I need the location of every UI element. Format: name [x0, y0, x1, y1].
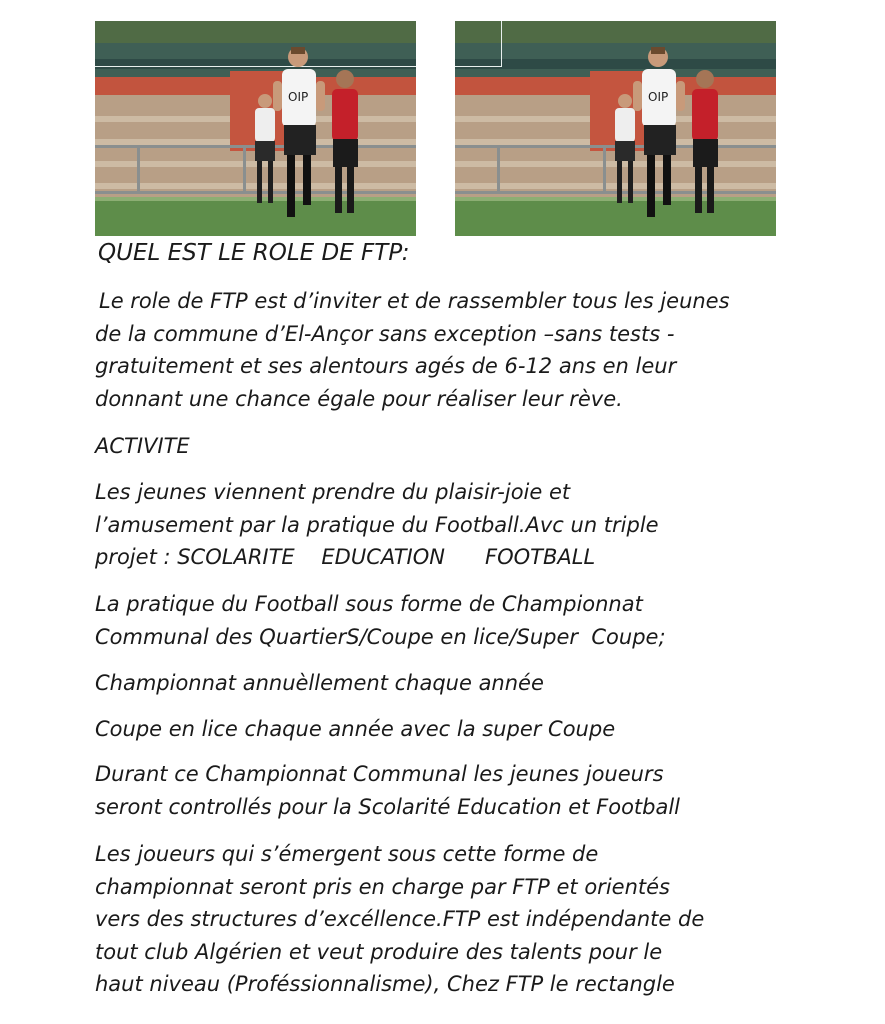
intro-line: de la commune d’El-Ançor sans exception –sans tests -	[95, 321, 675, 346]
football-photo-right	[455, 21, 776, 236]
activite-line: projet : SCOLARITE EDUCATION FOOTBALL	[95, 545, 596, 569]
joueurs-line: Les joueurs qui s’émergent sous cette forme de	[95, 842, 599, 866]
football-photo-left	[95, 21, 416, 236]
jersey-text: OIP	[648, 90, 669, 104]
intro-paragraph	[95, 285, 795, 415]
joueurs-line: tout club Algérien et veut produire des talents pour le	[95, 939, 663, 964]
jersey-text: OIP	[288, 90, 309, 104]
intro-line: Le role de FTP est d’inviter et de rassembler tous les jeunes	[99, 289, 730, 313]
durant-paragraph	[95, 758, 795, 823]
coupe-line: Coupe en lice chaque année avec la super Coupe	[95, 717, 616, 741]
joueurs-line: vers des structures d’excéllence.FTP est indépendante de	[95, 907, 705, 931]
pratique-line: La pratique du Football sous forme de Championnat	[95, 592, 643, 616]
intro-line: gratuitement et ses alentours agés de 6-12 ans en leur	[95, 354, 677, 378]
durant-line: Durant ce Championnat Communal les jeunes joueurs	[95, 762, 664, 786]
pratique-line: Communal des QuartierS/Coupe en lice/Super Coupe;	[95, 624, 666, 649]
activite-paragraph	[95, 476, 795, 574]
joueurs-paragraph	[95, 838, 795, 1001]
activite-label: ACTIVITE	[95, 434, 190, 458]
activite-line: l’amusement par la pratique du Football.Avc un triple	[95, 512, 659, 537]
durant-line: seront controllés pour la Scolarité Education et Football	[95, 794, 681, 819]
championnat-line: Championnat annuèllement chaque année	[95, 671, 544, 695]
intro-line: donnant une chance égale pour réaliser leur rève.	[95, 386, 623, 411]
activite-line: Les jeunes viennent prendre du plaisir-joie et	[95, 480, 571, 504]
joueurs-line: championnat seront pris en charge par FTP et orientés	[95, 874, 670, 899]
section-heading: QUEL EST LE ROLE DE FTP:	[98, 240, 410, 266]
joueurs-line: haut niveau (Proféssionnalisme), Chez FTP le rectangle	[95, 972, 675, 996]
pratique-paragraph	[95, 588, 795, 653]
